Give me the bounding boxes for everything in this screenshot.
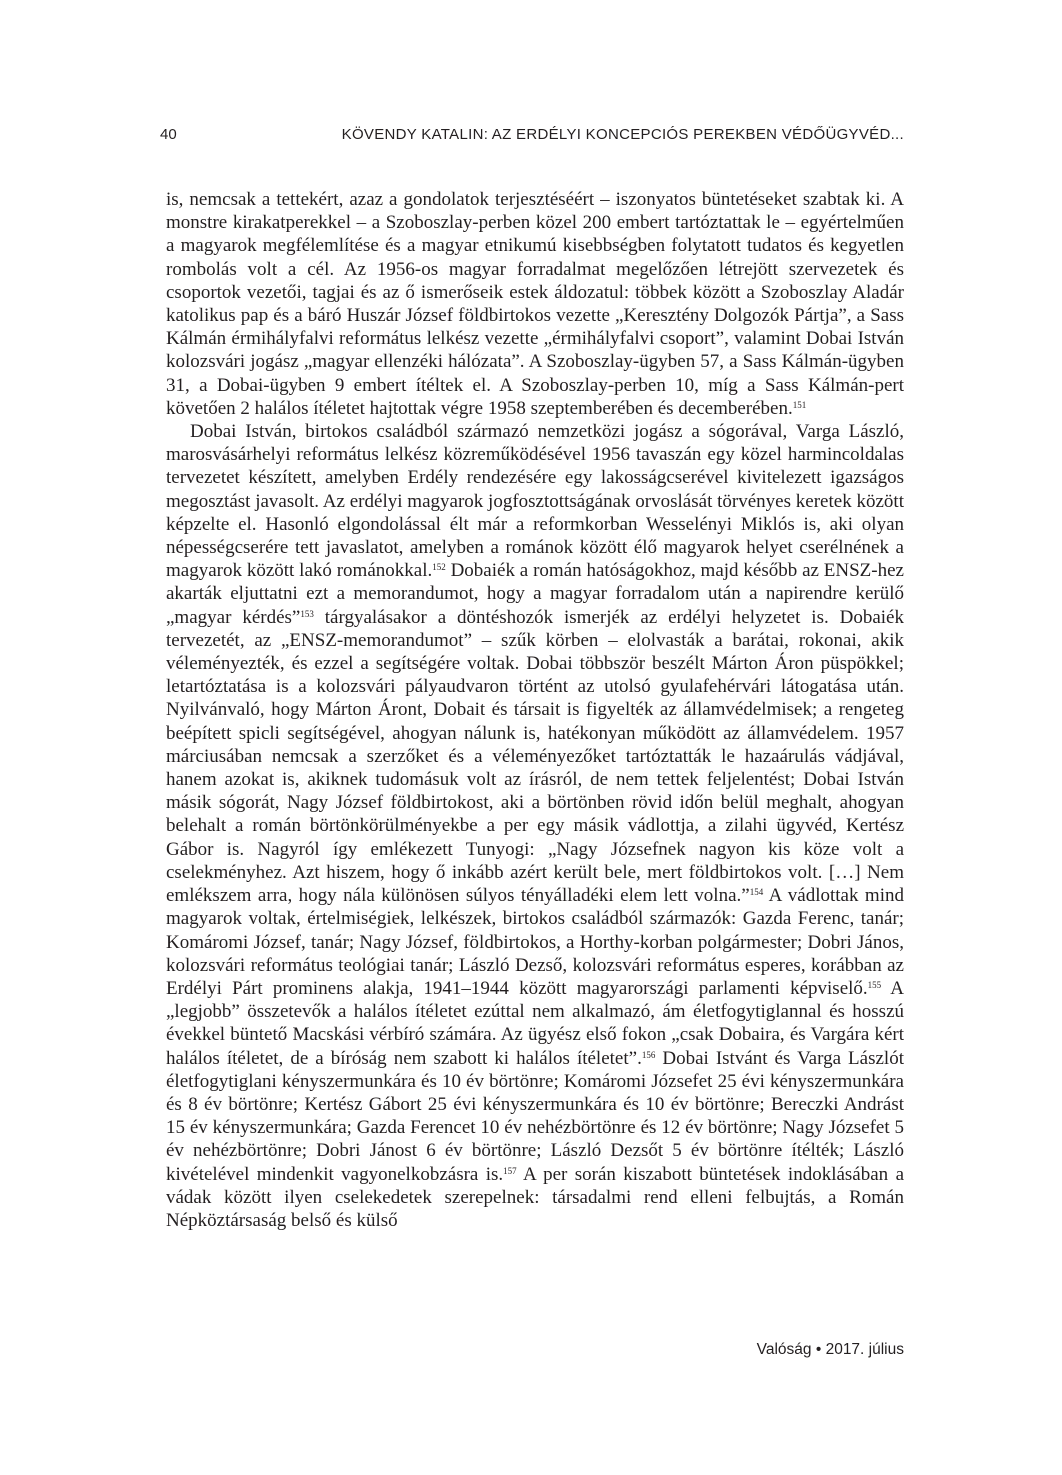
paragraph (166, 188, 904, 420)
page-footer (757, 1341, 904, 1359)
footnote-ref: 151 (792, 399, 807, 410)
paragraph-text: A per során kiszabott büntetések indoklásában a vádak között ilyen cselekedetek szerepelnek: társadalmi rend elleni felbujtás, a Román Népköztársaság belső és külső (166, 1163, 904, 1231)
running-title: KÖVENDY KATALIN: AZ ERDÉLYI KONCEPCIÓS PEREKBEN VÉDŐÜGYVÉD... (341, 126, 904, 143)
paragraph-text: Dobai Istvánt és Varga Lászlót életfogytiglani kényszermunkára és 10 év börtönre; Komáromi Józsefet 25 évi kényszermunkára és 8 év börtönre; Kertész Gábort 25 évi kényszermunkára és 10 év börtönre; Bereczki Andrást 15 év kényszermunkára; Gazda Ferencet 10 év nehézbörtönre és 12 év börtönre; Nagy Józsefet 5 év nehézbörtönre; Dobri Jánost 6 év börtönre; László Dezsőt 5 év börtönre ítélték; László kivételével mindenkit vagyonelkobzásra is. (166, 1047, 904, 1185)
footnote-ref: 156 (641, 1049, 656, 1060)
paragraph-text: Dobaiék a román hatóságokhoz, majd később az ENSZ-hez akarták eljuttatni ezt a memorandumot, hogy a magyar forradalom után a napirendre kerülő „magyar kérdés” (166, 560, 904, 628)
running-header (160, 126, 904, 150)
footnote-ref: 153 (300, 608, 314, 619)
footnote-ref: 157 (503, 1165, 517, 1176)
footnote-ref: 152 (432, 562, 446, 573)
paragraph-text: Dobai István, birtokos családból származó nemzetközi jogász a sógorával, Varga László, marosvásárhelyi református lelkész közreműködésével 1956 tavaszán egy közel harmincoldalas tervezetet készített, amelyben Erdély rendezésére egy lakosságcserével kivitelezett igazságos megosztást javasolt. Az erdélyi magyarok jogfosztottságának orvoslását törvényes keretek között képzelte el. Hasonló elgondolással élt már a reformkorban Wesselényi Miklós is, aki olyan népességcserére tett javaslatot, amelyben a románok között élő magyarok helyet cserélnének a magyarok között lakó románokkal. (166, 421, 904, 582)
body-text (166, 188, 904, 1232)
paragraph-text: A vádlottak mind magyarok voltak, értelmiségiek, lelkészek, birtokos családból származók: Gazda Ferenc, tanár; Komáromi József, tanár; Nagy József, földbirtokos, a Horthy-korban polgármester; Dobri János, kolozsvári református teológiai tanár; László Dezső, kolozsvári református esperes, korábban az Erdélyi Párt prominens alakja, 1941–1944 között magyarországi parlamenti képviselő. (166, 885, 904, 999)
paragraph (166, 420, 904, 1232)
footnote-ref: 155 (867, 979, 882, 990)
paragraph-text: tárgyalásakor a döntéshozók ismerjék az erdélyi helyzetet is. Dobaiék tervezetét, az „ENSZ-memorandumot” – szűk körben – elolvasták a barátai, rokonai, akik véleményezték, és ezzel a segítségére voltak. Dobai többször beszélt Márton Áron püspökkel; letartóztatása is a kolozsvári pályaudvaron történt az utolsó gyulafehérvári látogatása után. Nyilvánvaló, hogy Márton Áront, Dobait és társait is figyelték az államvédelmisek; a rengeteg beépített spicli segítségével, ahogyan nálunk is, hatékonyan működött az államvédelem. 1957 márciusában nemcsak a szerzőket és a véleményezőket tartóztatták le hazaárulás vádjával, hanem azokat is, akiknek tudomásuk volt az írásról, de nem tettek feljelentést; Dobai István másik sógorát, Nagy József földbirtokost, aki a börtönben rövid időn belül meghalt, ahogyan belehalt a román börtönkörülményekbe a per egy másik vádlottja, a zilahi ügyvéd, Kertész Gábor is. Nagyról így emlékezett Tunyogi: „Nagy Józsefnek nagyon kis köze volt a cselekményhez. Azt hiszem, hogy ő inkább azért került bele, mert földbirtokos volt. […] Nem emlékszem arra, hogy nála különösen súlyos tényálladéki elem lett volna.” (166, 606, 904, 907)
publication-info: Valóság • 2017. július (756, 1341, 904, 1358)
page-number: 40 (160, 126, 177, 143)
paragraph-text: A „legjobb” összetevők a halálos ítéletet ezúttal nem alkalmazó, ám életfogytiglannal és hosszú évekkel büntető Macskási vérbíró számára. Az ügyész első fokon „csak Dobaira, és Vargára kért halálos ítéletet, de a bíróság nem szabott ki halálos ítéletet”. (166, 977, 904, 1069)
footnote-ref: 154 (749, 887, 764, 898)
paragraph-text: is, nemcsak a tettekért, azaz a gondolatok terjesztéséért – iszonyatos büntetéseket szabtak ki. A monstre kirakatperekkel – a Szoboszlay-perben közel 200 embert tartóztattak le – egyértelműen a magyarok megfélemlítése és a magyar etnikumú kisebbségben folytatott tudatos és kegyetlen rombolás volt a cél. Az 1956-os magyar forradalmat megelőzően létrejött szervezetek és csoportok vezetői, tagjai és az ő ismerőseik estek áldozatul: többek között a Szoboszlay Aladár katolikus pap és a báró Huszár József földbirtokos vezette „Keresztény Dolgozók Pártja”, a Sass Kálmán érmihályfalvi református lelkész vezette „érmihályfalvi csoport”, valamint Dobai István kolozsvári jogász „magyar ellenzéki hálózata”. A Szoboszlay-ügyben 57, a Sass Kálmán-ügyben 31, a Dobai-ügyben 9 embert ítéltek el. A Szoboszlay-perben 10, míg a Sass Kálmán-pert követően 2 halálos ítéletet hajtottak végre 1958 szeptemberében és decemberében. (166, 189, 904, 419)
